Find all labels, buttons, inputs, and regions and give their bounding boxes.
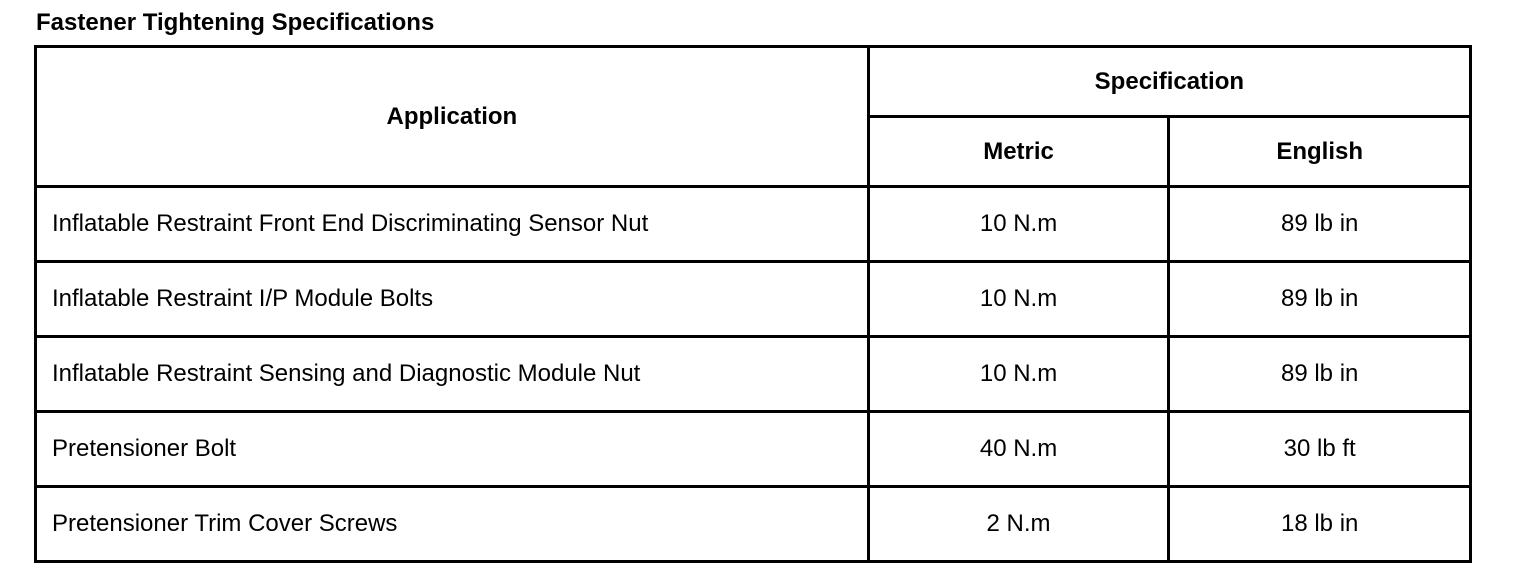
metric-cell: 10 N.m (868, 187, 1169, 262)
application-cell: Inflatable Restraint Front End Discriminating Sensor Nut (36, 187, 869, 262)
metric-cell: 10 N.m (868, 262, 1169, 337)
english-cell: 30 lb ft (1169, 412, 1471, 487)
application-cell: Pretensioner Bolt (36, 412, 869, 487)
metric-header: Metric (868, 117, 1169, 187)
english-cell: 89 lb in (1169, 337, 1471, 412)
table-row (36, 412, 1471, 487)
english-header: English (1169, 117, 1471, 187)
metric-cell: 40 N.m (868, 412, 1169, 487)
fastener-spec-table (34, 45, 1472, 563)
application-header: Application (36, 47, 869, 187)
english-cell: 18 lb in (1169, 487, 1471, 562)
table-row (36, 262, 1471, 337)
specification-header: Specification (868, 47, 1470, 117)
page-title: Fastener Tightening Specifications (36, 9, 435, 36)
application-cell: Pretensioner Trim Cover Screws (36, 487, 869, 562)
table-row (36, 337, 1471, 412)
english-cell: 89 lb in (1169, 187, 1471, 262)
table-row (36, 187, 1471, 262)
application-cell: Inflatable Restraint I/P Module Bolts (36, 262, 869, 337)
metric-cell: 10 N.m (868, 337, 1169, 412)
application-cell: Inflatable Restraint Sensing and Diagnostic Module Nut (36, 337, 869, 412)
table-row (36, 487, 1471, 562)
metric-cell: 2 N.m (868, 487, 1169, 562)
english-cell: 89 lb in (1169, 262, 1471, 337)
